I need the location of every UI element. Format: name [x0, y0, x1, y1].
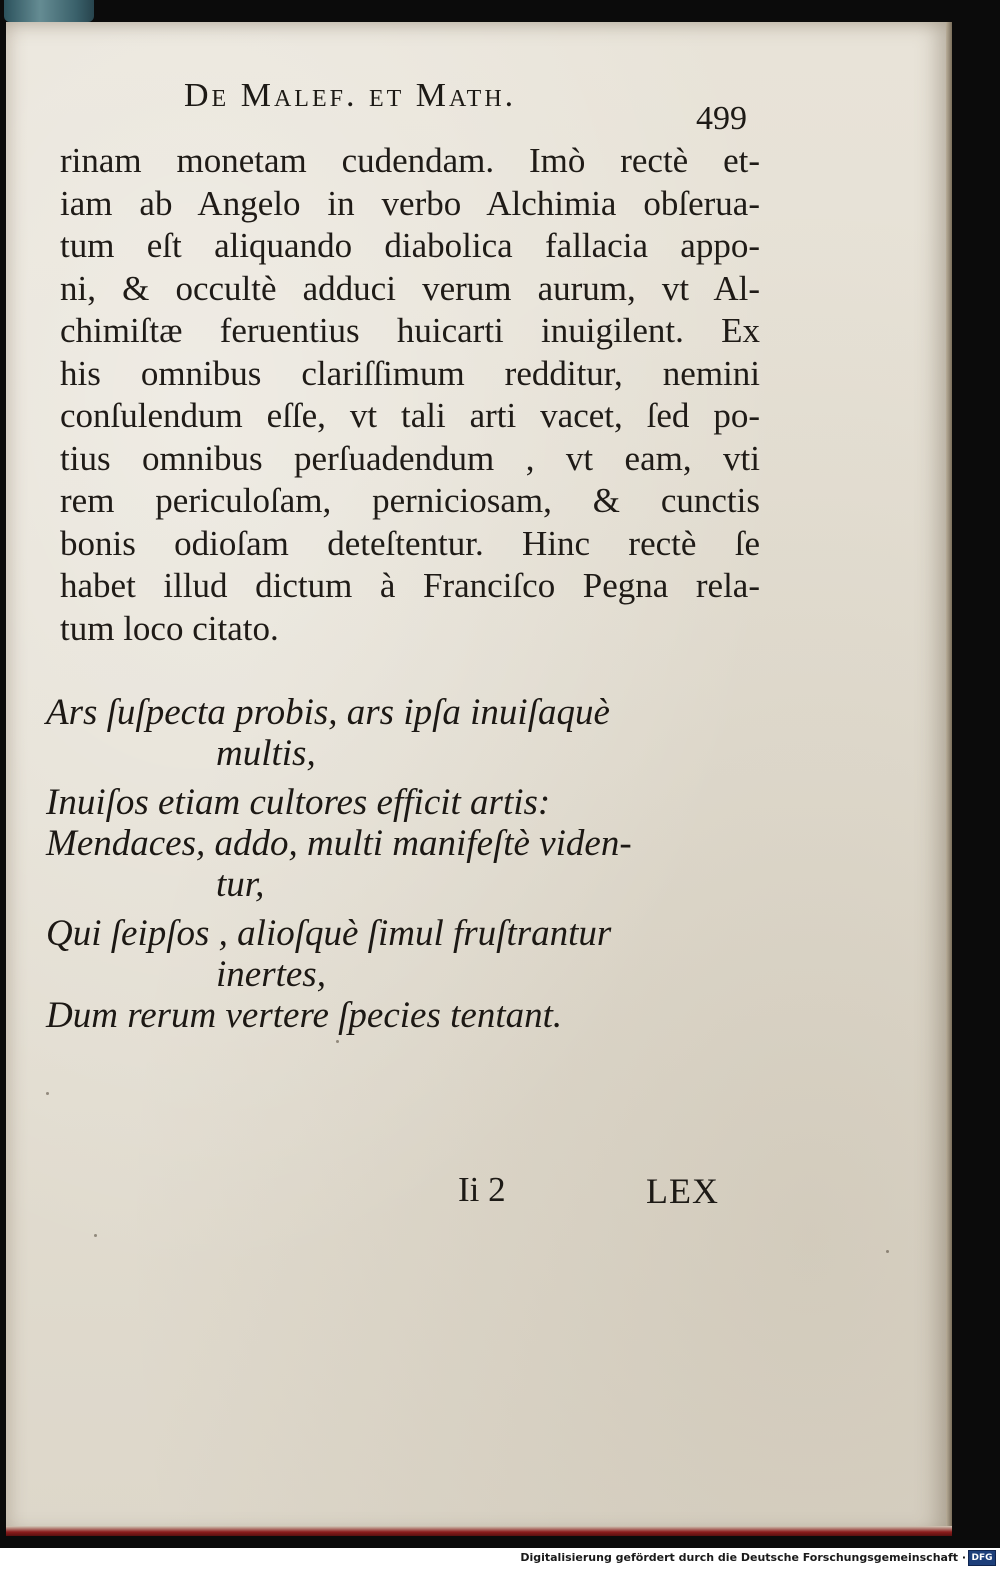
body-line: tius omnibus perſuadendum , vt eam, vti: [60, 438, 760, 478]
page-bottom-edge: [6, 1526, 952, 1536]
body-line: rem periculoſam, perniciosam, & cunctis: [60, 481, 760, 520]
paper-speck: [336, 1040, 339, 1043]
verse-line: Ars ſuſpecta probis, ars ipſa inuiſaquè: [46, 692, 610, 733]
verse-block: [46, 692, 766, 1036]
verse-line: Qui ſeipſos , alioſquè ſimul fruſtrantur: [46, 913, 612, 954]
body-text: [60, 140, 760, 650]
body-line: tum loco citato.: [60, 608, 279, 648]
page-number: 499: [696, 100, 747, 137]
dfg-logo: DFG: [968, 1550, 996, 1566]
paper-speck: [886, 1250, 889, 1253]
signature-mark: Ii 2: [458, 1170, 506, 1209]
body-line: ni, & occultè adduci verum aurum, vt Al-: [60, 268, 760, 308]
body-line: rinam monetam cudendam. Imò rectè et-: [60, 141, 760, 180]
paper-speck: [94, 1234, 97, 1237]
paper-speck: [46, 1092, 49, 1095]
funding-credit: Digitalisierung gefördert durch die Deutsche Forschungsgemeinschaft ·: [520, 1551, 966, 1564]
body-line: iam ab Angelo in verbo Alchimia obſerua-: [60, 183, 760, 223]
body-line: chimiſtæ feruentius huicarti inuigilent. Ex: [60, 311, 760, 350]
verse-line: inertes,: [216, 954, 326, 995]
spine-thread: [4, 0, 94, 22]
body-line: his omnibus clariſſimum redditur, nemini: [60, 353, 760, 393]
body-line: bonis odioſam deteſtentur. Hinc rectè ſe: [60, 523, 760, 563]
body-line: habet illud dictum à Franciſco Pegna rela-: [60, 566, 760, 605]
body-line: tum eſt aliquando diabolica fallacia appo-: [60, 226, 760, 265]
verse-line: multis,: [216, 733, 316, 774]
verse-line: tur,: [216, 864, 265, 905]
verse-line: Mendaces, addo, multi manifeſtè viden-: [46, 823, 632, 864]
running-head: De Malef. et Math.: [184, 77, 517, 114]
page-edge: [946, 22, 952, 1536]
verse-line: Dum rerum vertere ſpecies tentant.: [46, 995, 563, 1036]
book-page: [6, 22, 952, 1536]
body-line: conſulendum eſſe, vt tali arti vacet, ſed po-: [60, 396, 760, 435]
catchword: LEX: [646, 1171, 719, 1211]
verse-line: Inuiſos etiam cultores efficit artis:: [46, 782, 551, 823]
